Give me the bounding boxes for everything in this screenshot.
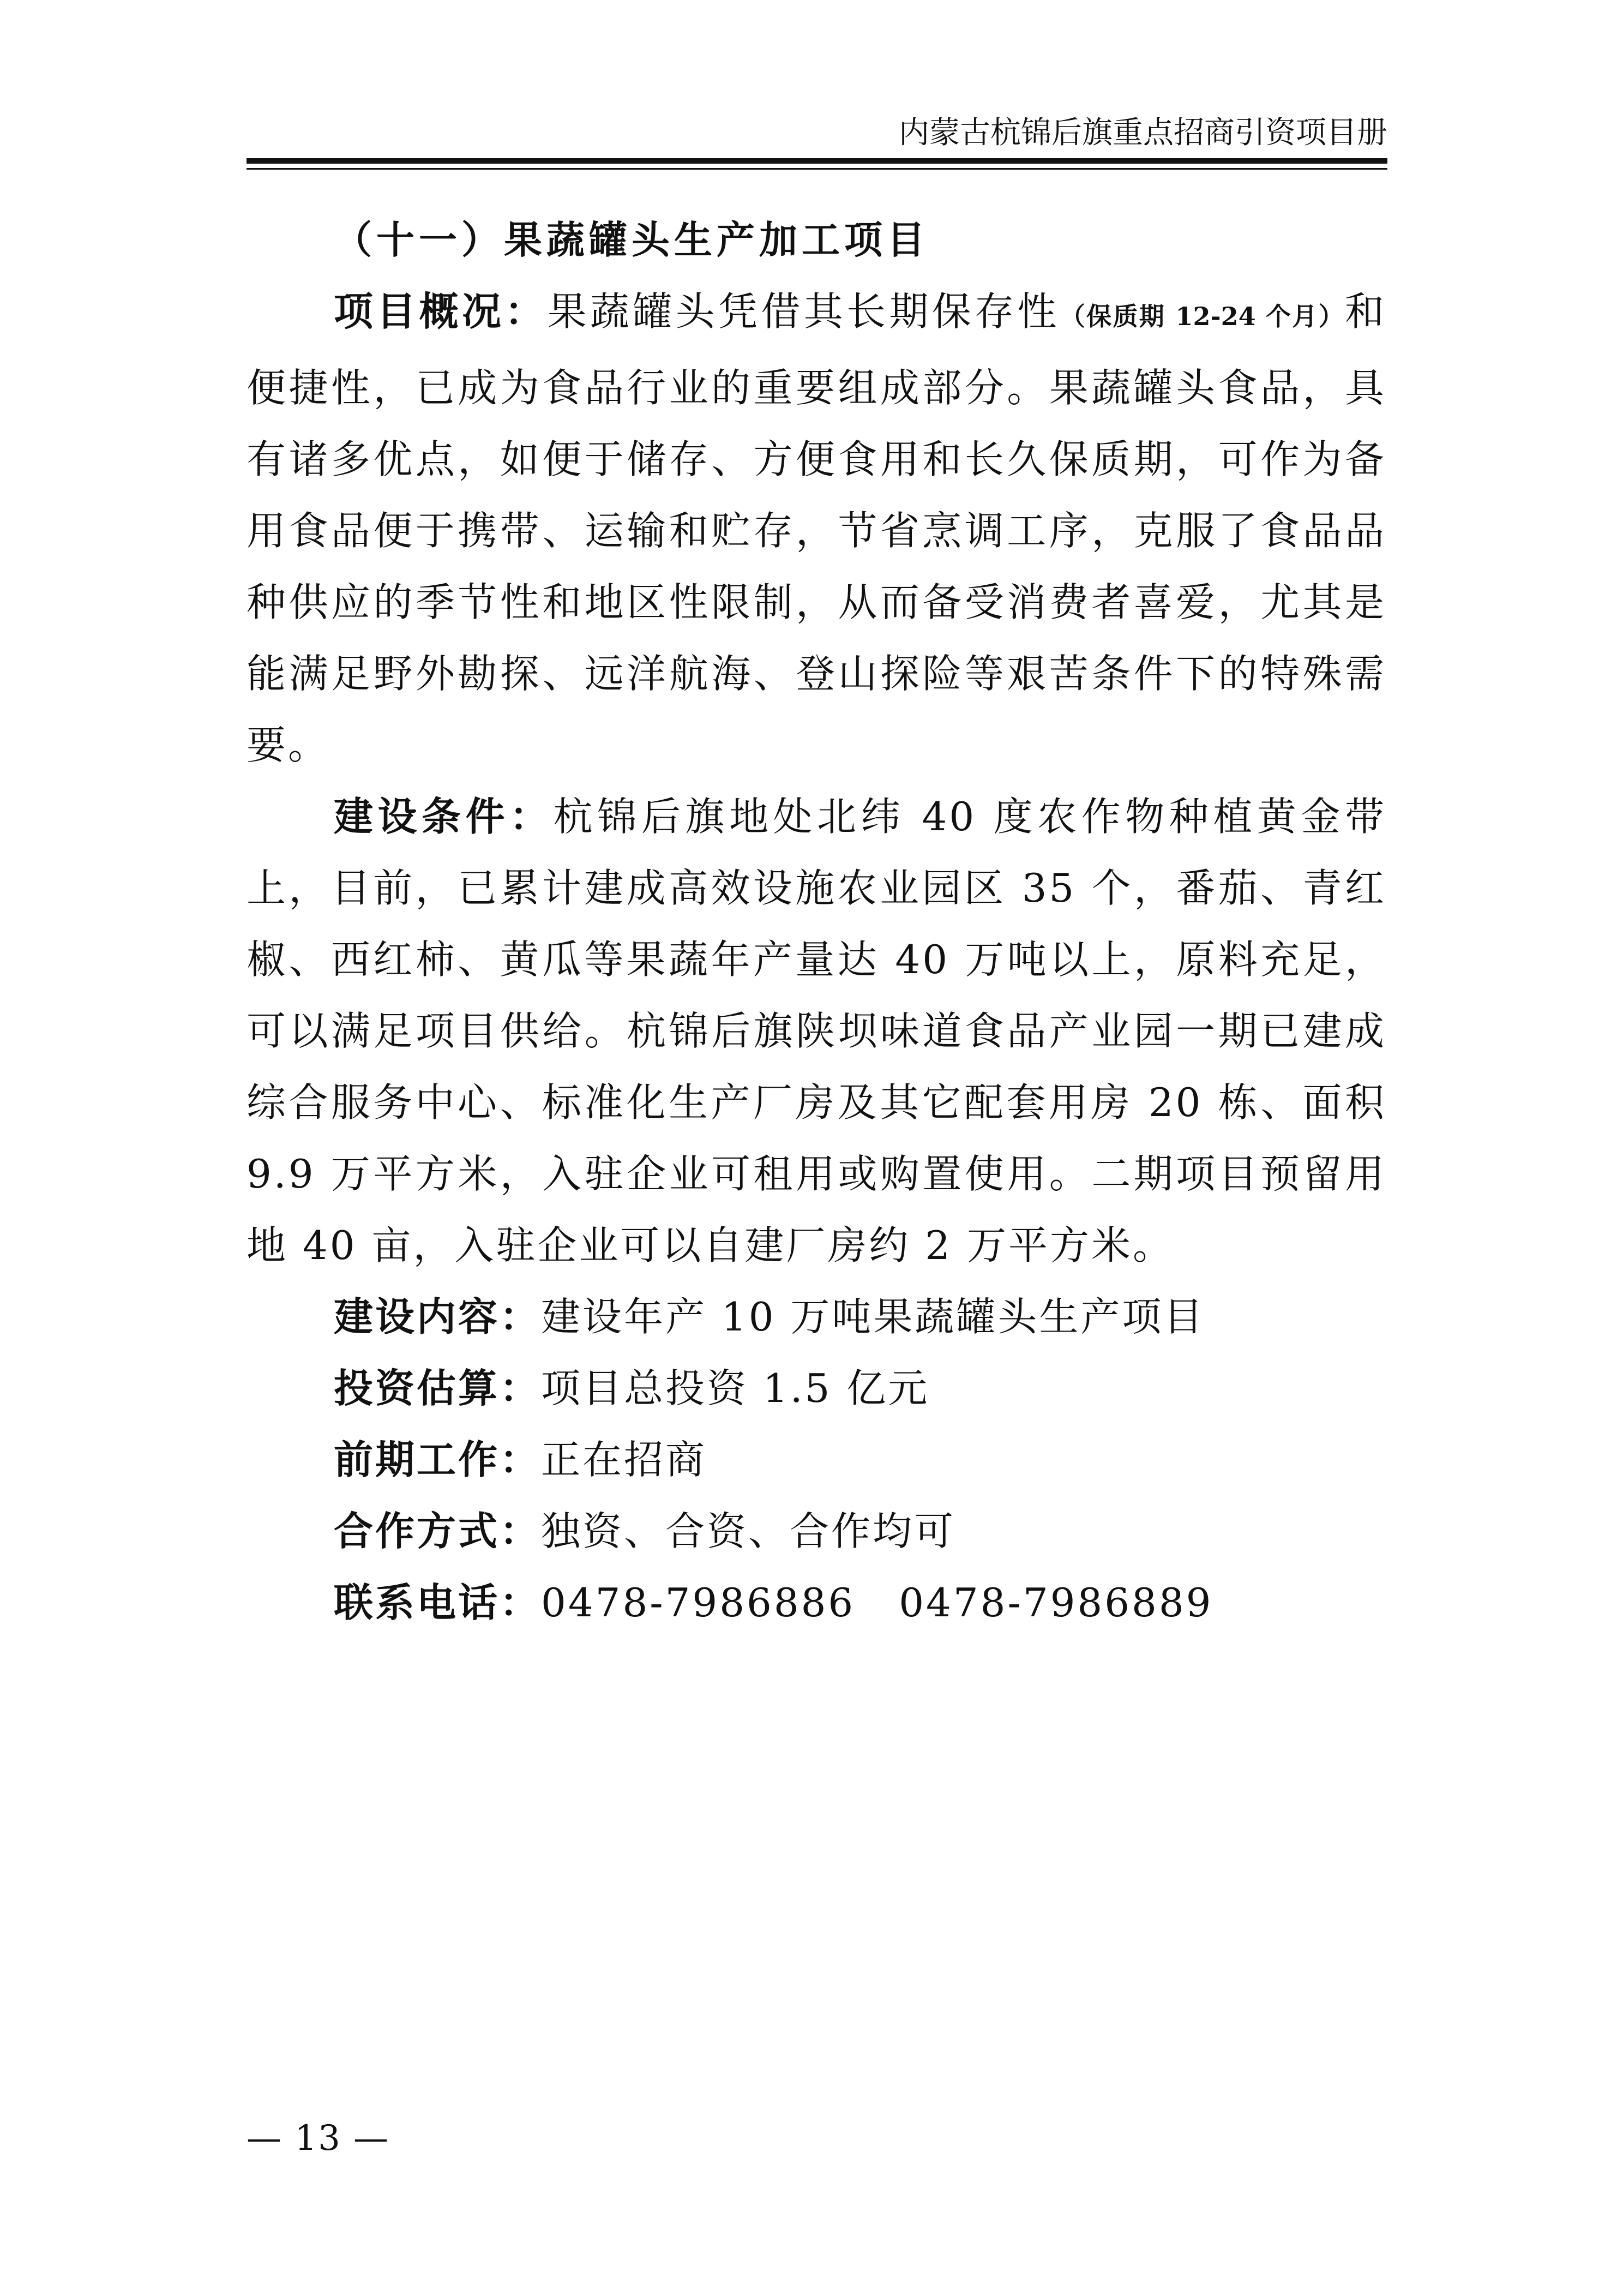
header-rule-thin <box>247 168 1387 170</box>
progress-value: 正在招商 <box>541 1437 707 1483</box>
progress-label: 前期工作： <box>334 1437 542 1483</box>
construction-content-label: 建设内容： <box>334 1294 542 1340</box>
investment-label: 投资估算： <box>334 1365 542 1411</box>
contact-phone-2: 0478-7986889 <box>899 1580 1213 1626</box>
conditions-text: 杭锦后旗地处北纬 40 度农作物种植黄金带上，目前，已累计建成高效设施农业园区 35 个，番茄、青红椒、西红柿、黄瓜等果蔬年产量达 40 万吨以上，原料充足，可以满足项目供给。杭锦后旗陕坝味道食品产业园一期已建成综合服务中心、标准化生产厂房及其它配套用房 20 栋、面积 9.9 万平方米，入驻企业可租用或购置使用。二期项目预留用地 40 亩，入驻企业可以自建厂房约 2 万平方米。 <box>247 794 1386 1268</box>
investment-value: 项目总投资 1.5 亿元 <box>541 1365 930 1411</box>
cooperation-value: 独资、合资、合作均可 <box>541 1508 956 1554</box>
overview-text-b: 和便捷性，已成为食品行业的重要组成部分。果蔬罐头食品，具有诸多优点，如便于储存、方便食用和长久保质期，可作为备用食品便于携带、运输和贮存，节省烹调工序，克服了食品品种供应的季节性和地区性限制，从而备受消费者喜爱，尤其是能满足野外勘探、远洋航海、登山探险等艰苦条件下的特殊需要。 <box>247 289 1386 768</box>
cooperation-label: 合作方式： <box>334 1508 542 1554</box>
running-header: 内蒙古杭锦后旗重点招商引资项目册 <box>899 115 1387 151</box>
header-rule-thick <box>247 158 1387 164</box>
investment-line <box>247 1353 1386 1424</box>
progress-line <box>247 1424 1386 1496</box>
cooperation-line <box>247 1496 1386 1567</box>
contact-phone-1: 0478-7986886 <box>541 1580 856 1626</box>
overview-text-a: 果蔬罐头凭借其长期保存性 <box>547 289 1060 334</box>
section-title: （十一）果蔬罐头生产加工项目 <box>334 218 929 262</box>
construction-content-line <box>247 1281 1386 1353</box>
conditions-paragraph <box>247 781 1386 1281</box>
overview-label: 项目概况： <box>334 289 548 334</box>
overview-paragraph <box>247 276 1386 781</box>
shelf-life-note: （保质期 12-24 个月） <box>1060 302 1345 331</box>
page-number: — 13 — <box>247 2118 390 2159</box>
document-body <box>247 205 1386 1639</box>
construction-content-value: 建设年产 10 万吨果蔬罐头生产项目 <box>541 1294 1205 1340</box>
conditions-label: 建设条件： <box>334 794 554 840</box>
contact-line <box>247 1567 1386 1639</box>
contact-label: 联系电话： <box>334 1580 542 1626</box>
